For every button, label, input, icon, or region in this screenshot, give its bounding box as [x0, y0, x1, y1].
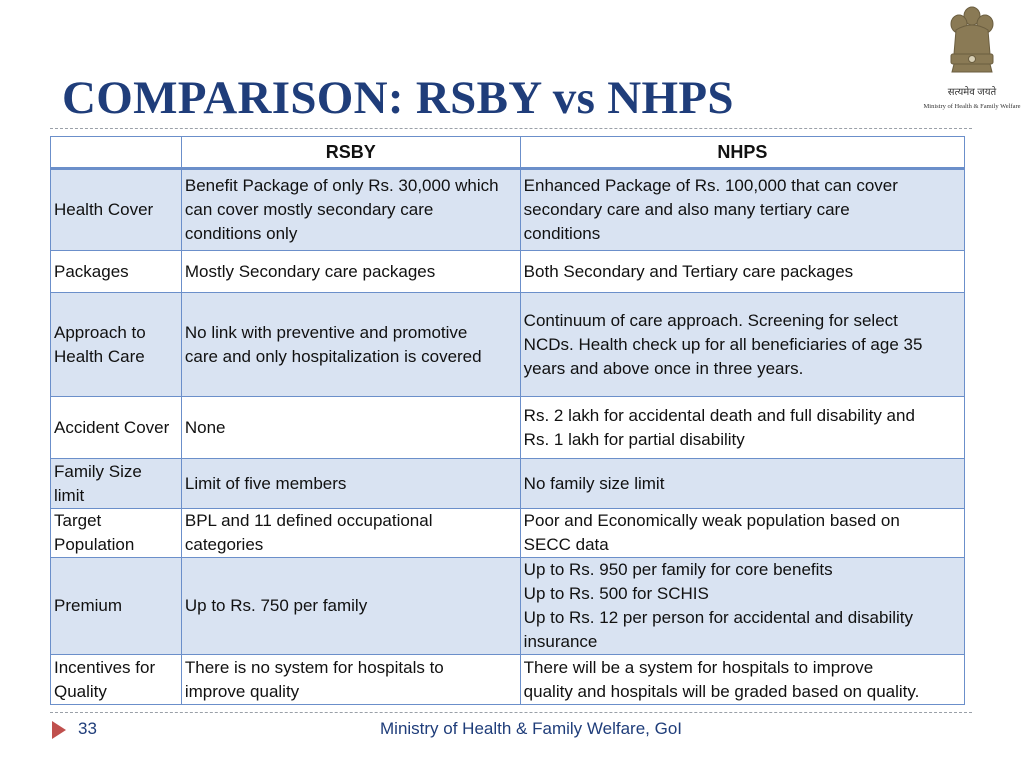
row-label-cell — [51, 509, 182, 558]
table-row — [51, 397, 965, 459]
rsby-cell — [181, 397, 520, 459]
national-emblem — [920, 2, 1024, 120]
cell-line: Quality — [54, 681, 107, 701]
cell-line: There is no system for hospitals to — [184, 657, 444, 677]
rsby-cell — [181, 558, 520, 655]
cell-line: Up to Rs. 950 per family for core benefits — [523, 560, 833, 579]
cell-line: Limit of five members — [184, 473, 347, 493]
nhps-cell — [520, 293, 964, 397]
cell-line: Target — [54, 511, 102, 530]
table-row — [51, 558, 965, 655]
table-row — [51, 459, 965, 509]
cell-line: Incentives for — [54, 657, 156, 677]
table-header-row — [51, 137, 965, 169]
cell-line: Population — [54, 535, 135, 554]
page-number: 33 — [78, 719, 97, 738]
cell-line: Rs. 1 lakh for partial disability — [523, 429, 745, 449]
rsby-cell — [181, 459, 520, 509]
table-row — [51, 251, 965, 293]
nhps-cell — [520, 397, 964, 459]
cell-line: Benefit Package of only Rs. 30,000 which — [184, 176, 499, 195]
cell-line: categories — [184, 535, 264, 554]
header-label-cell — [51, 137, 182, 169]
row-label-cell — [51, 169, 182, 251]
table-row — [51, 655, 965, 705]
rsby-cell — [181, 509, 520, 558]
cell-line: Packages — [54, 261, 129, 281]
nhps-cell — [520, 459, 964, 509]
cell-line: Rs. 2 lakh for accidental death and full disability and — [523, 405, 915, 425]
cell-line: Premium — [54, 596, 123, 615]
emblem-org-name: Ministry of Health & Family Welfare — [923, 103, 1021, 110]
cell-line: Approach to — [54, 322, 146, 342]
cell-line: None — [184, 417, 226, 437]
cell-line: can cover mostly secondary care — [184, 200, 434, 219]
row-label-cell — [51, 397, 182, 459]
cell-line: No link with preventive and promotive — [184, 322, 468, 342]
cell-line: Both Secondary and Tertiary care packages — [523, 261, 854, 281]
cell-line: Up to Rs. 500 for SCHIS — [523, 584, 709, 603]
cell-line: secondary care and also many tertiary care — [523, 200, 850, 219]
title-divider — [50, 128, 972, 129]
row-label-cell — [51, 558, 182, 655]
row-label-cell — [51, 293, 182, 397]
row-label-cell — [51, 459, 182, 509]
cell-line: Family Size — [54, 461, 142, 481]
cell-line: Accident Cover — [54, 417, 170, 437]
cell-line: improve quality — [184, 681, 300, 701]
table-row — [51, 169, 965, 251]
rsby-cell — [181, 169, 520, 251]
rsby-cell — [181, 251, 520, 293]
table-row — [51, 509, 965, 558]
cell-line: BPL and 11 defined occupational — [184, 511, 433, 530]
nhps-cell — [520, 251, 964, 293]
footer-ministry: Ministry of Health & Family Welfare, GoI — [380, 719, 682, 738]
cell-line: SECC data — [523, 535, 609, 554]
cell-line: years and above once in three years. — [523, 358, 804, 378]
slide-marker-icon — [52, 721, 66, 739]
table-row — [51, 293, 965, 397]
cell-line: Up to Rs. 750 per family — [184, 596, 368, 615]
nhps-cell — [520, 509, 964, 558]
comparison-table — [50, 136, 965, 705]
header-rsby: RSBY — [181, 137, 520, 169]
cell-line: Mostly Secondary care packages — [184, 261, 436, 281]
cell-line: There will be a system for hospitals to improve — [523, 657, 874, 677]
nhps-cell — [520, 558, 964, 655]
cell-line: Poor and Economically weak population based on — [523, 511, 900, 530]
nhps-cell — [520, 655, 964, 705]
cell-line: Health Care — [54, 346, 145, 366]
cell-line: conditions — [523, 224, 601, 243]
cell-line: care and only hospitalization is covered — [184, 346, 482, 366]
row-label-cell — [51, 655, 182, 705]
header-nhps: NHPS — [520, 137, 964, 169]
rsby-cell — [181, 655, 520, 705]
cell-line: Health Cover — [54, 200, 154, 219]
cell-line: NCDs. Health check up for all beneficiaries of age 35 — [523, 334, 923, 354]
ashoka-lion-icon — [942, 2, 1002, 82]
cell-line: limit — [54, 485, 85, 505]
cell-line: conditions only — [184, 224, 298, 243]
emblem-motto: सत्यमेव जयते — [947, 87, 997, 98]
cell-line: Up to Rs. 12 per person for accidental and disability — [523, 608, 913, 627]
slide-title: COMPARISON: RSBY vs NHPS — [62, 72, 734, 124]
row-label-cell — [51, 251, 182, 293]
nhps-cell — [520, 169, 964, 251]
cell-line: insurance — [523, 632, 598, 651]
cell-line: Enhanced Package of Rs. 100,000 that can cover — [523, 176, 898, 195]
footer-divider — [50, 712, 972, 713]
cell-line: quality and hospitals will be graded based on quality. — [523, 681, 920, 701]
cell-line: No family size limit — [523, 473, 665, 493]
rsby-cell — [181, 293, 520, 397]
cell-line: Continuum of care approach. Screening for select — [523, 310, 898, 330]
